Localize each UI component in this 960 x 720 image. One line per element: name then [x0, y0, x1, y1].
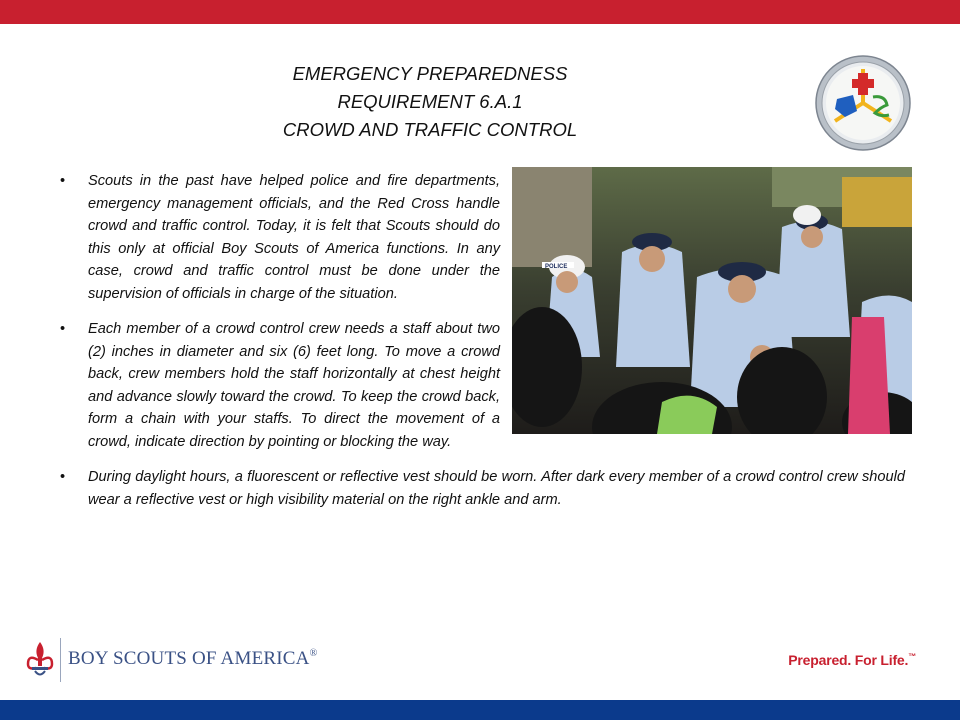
emergency-preparedness-merit-badge-icon — [815, 55, 911, 151]
footer-tagline: Prepared. For Life.™ — [788, 652, 916, 668]
slide-title — [230, 60, 630, 144]
photo-police-text: POLICE — [545, 264, 568, 270]
fleur-de-lis-icon — [24, 640, 56, 680]
bullet-item-2 — [60, 318, 905, 453]
bullet-text-2: Each member of a crowd control crew needs a staff about two (2) inches in diameter and six (6) feet long. To move a crowd back, crew members hold the staff horizontally at chest height and advance slowly toward the crowd. To keep the crowd back, form a chain with your staffs. To direct the movement of a crowd, indicate direction by pointing or blocking the way. — [88, 321, 500, 450]
footer-divider — [60, 638, 61, 682]
bottom-accent-bar — [0, 700, 960, 720]
bullet-marker: • — [60, 469, 66, 485]
bullet-marker: • — [60, 173, 66, 189]
bullet-text-3: During daylight hours, a fluorescent or reflective vest should be worn. After dark every member of a crowd control crew should wear a reflective vest or high visibility material on the right ankle and arm. — [88, 469, 905, 508]
trademark-symbol: ® — [309, 648, 318, 659]
top-accent-bar — [0, 0, 960, 24]
title-line-1: EMERGENCY PREPAREDNESS — [292, 63, 568, 84]
footer-organization-name: BOY SCOUTS OF AMERICA® — [68, 648, 318, 669]
bullet-item-3 — [60, 466, 905, 511]
title-line-3: CROWD AND TRAFFIC CONTROL — [282, 119, 578, 140]
title-line-2: REQUIREMENT 6.A.1 — [337, 91, 523, 112]
bullet-text-1: Scouts in the past have helped police and fire departments, emergency management officials, and the Red Cross handle crowd and traffic control. Today, it is felt that Scouts should do this only at official Boy Scouts of America functions. In any case, crowd and traffic control must be done under the supervision of officials in charge of the situation. — [88, 173, 500, 302]
slide-body — [60, 170, 905, 524]
bullet-marker: • — [60, 321, 66, 337]
bullet-item-1 — [60, 170, 905, 305]
tagline-mark: ™ — [908, 652, 916, 661]
